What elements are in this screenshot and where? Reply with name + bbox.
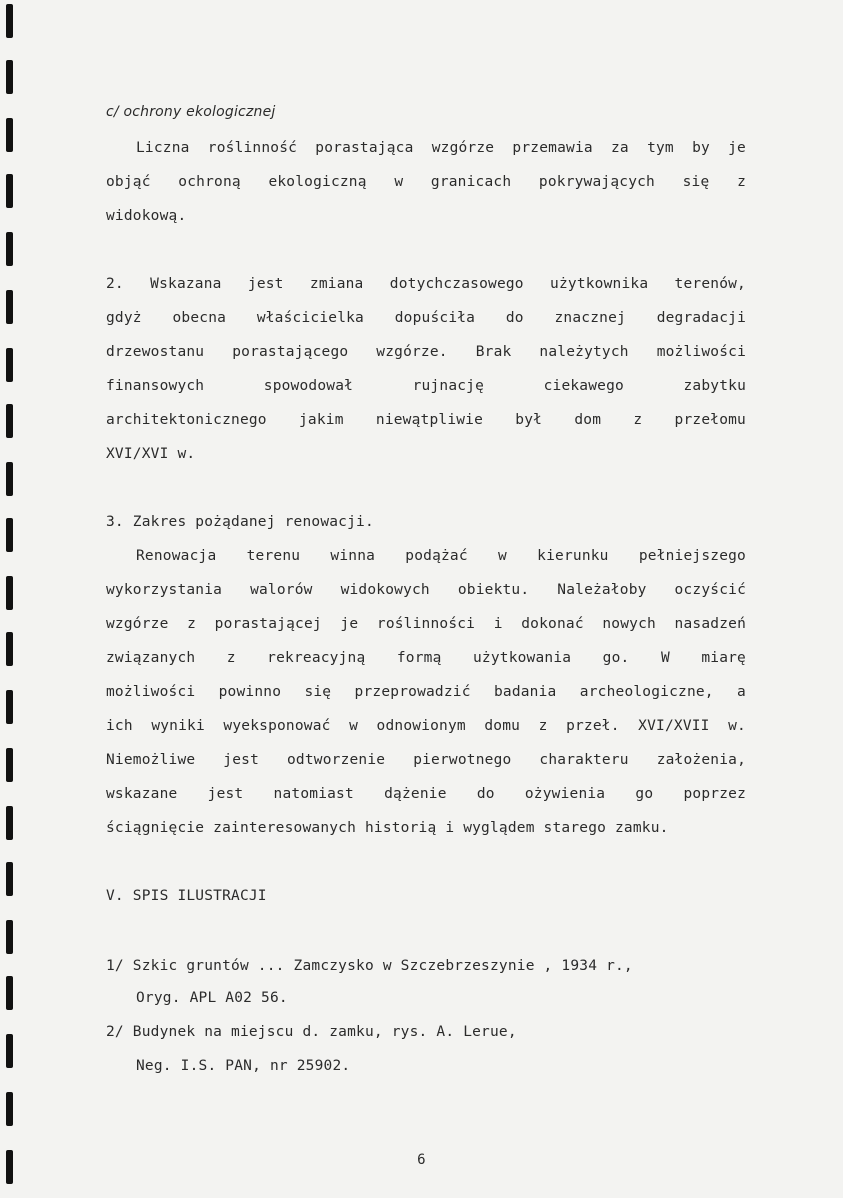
illustration-item-detail: Oryg. APL A02 56. [136,990,288,1006]
paragraph-line: architektonicznego jakim niewątpliwie był dom z przełomu [106,412,746,428]
paragraph-line: związanych z rekreacyjną formą użytkowania go. W miarę [106,650,746,666]
paragraph-line: wykorzystania walorów widokowych obiektu. Należałoby oczyścić [106,582,746,598]
section-c-heading: c/ ochrony ekologicznej [106,104,276,120]
paragraph-line: Liczna roślinność porastająca wzgórze przemawia za tym by je [136,140,746,156]
paragraph-line: ich wyniki wyeksponować w odnowionym domu z przeł. XVI/XVII w. [106,718,746,734]
paragraph-line: XVI/XVI w. [106,446,196,462]
paragraph-line: wskazane jest natomiast dążenie do ożywienia go poprzez [106,786,746,802]
point-3-heading: 3. Zakres pożądanej renowacji. [106,514,374,530]
illustration-item-detail: Neg. I.S. PAN, nr 25902. [136,1058,351,1074]
illustration-item: 2/ Budynek na miejscu d. zamku, rys. A. Lerue, [106,1024,517,1040]
paragraph-line: objąć ochroną ekologiczną w granicach pokrywających się z [106,174,746,190]
illustration-item: 1/ Szkic gruntów ... Zamczysko w Szczebrzeszynie , 1934 r., [106,958,633,974]
paragraph-line: Niemożliwe jest odtworzenie pierwotnego charakteru założenia, [106,752,746,768]
paragraph-line: finansowych spowodował rujnację ciekawego zabytku [106,378,746,394]
paragraph-line: Renowacja terenu winna podążać w kierunku pełniejszego [136,548,746,564]
page-number: 6 [417,1152,426,1168]
paragraph-line: możliwości powinno się przeprowadzić badania archeologiczne, a [106,684,746,700]
paragraph-line: ściągnięcie zainteresowanych historią i wyglądem starego zamku. [106,820,669,836]
paragraph-line: wzgórze z porastającej je roślinności i dokonać nowych nasadzeń [106,616,746,632]
paragraph-line: 2. Wskazana jest zmiana dotychczasowego użytkownika terenów, [106,276,746,292]
paragraph-line: widokową. [106,208,187,224]
paragraph-line: gdyż obecna właścicielka dopuściła do znacznej degradacji [106,310,746,326]
section-v-heading: V. SPIS ILUSTRACJI [106,888,267,904]
paragraph-line: drzewostanu porastającego wzgórze. Brak należytych możliwości [106,344,746,360]
